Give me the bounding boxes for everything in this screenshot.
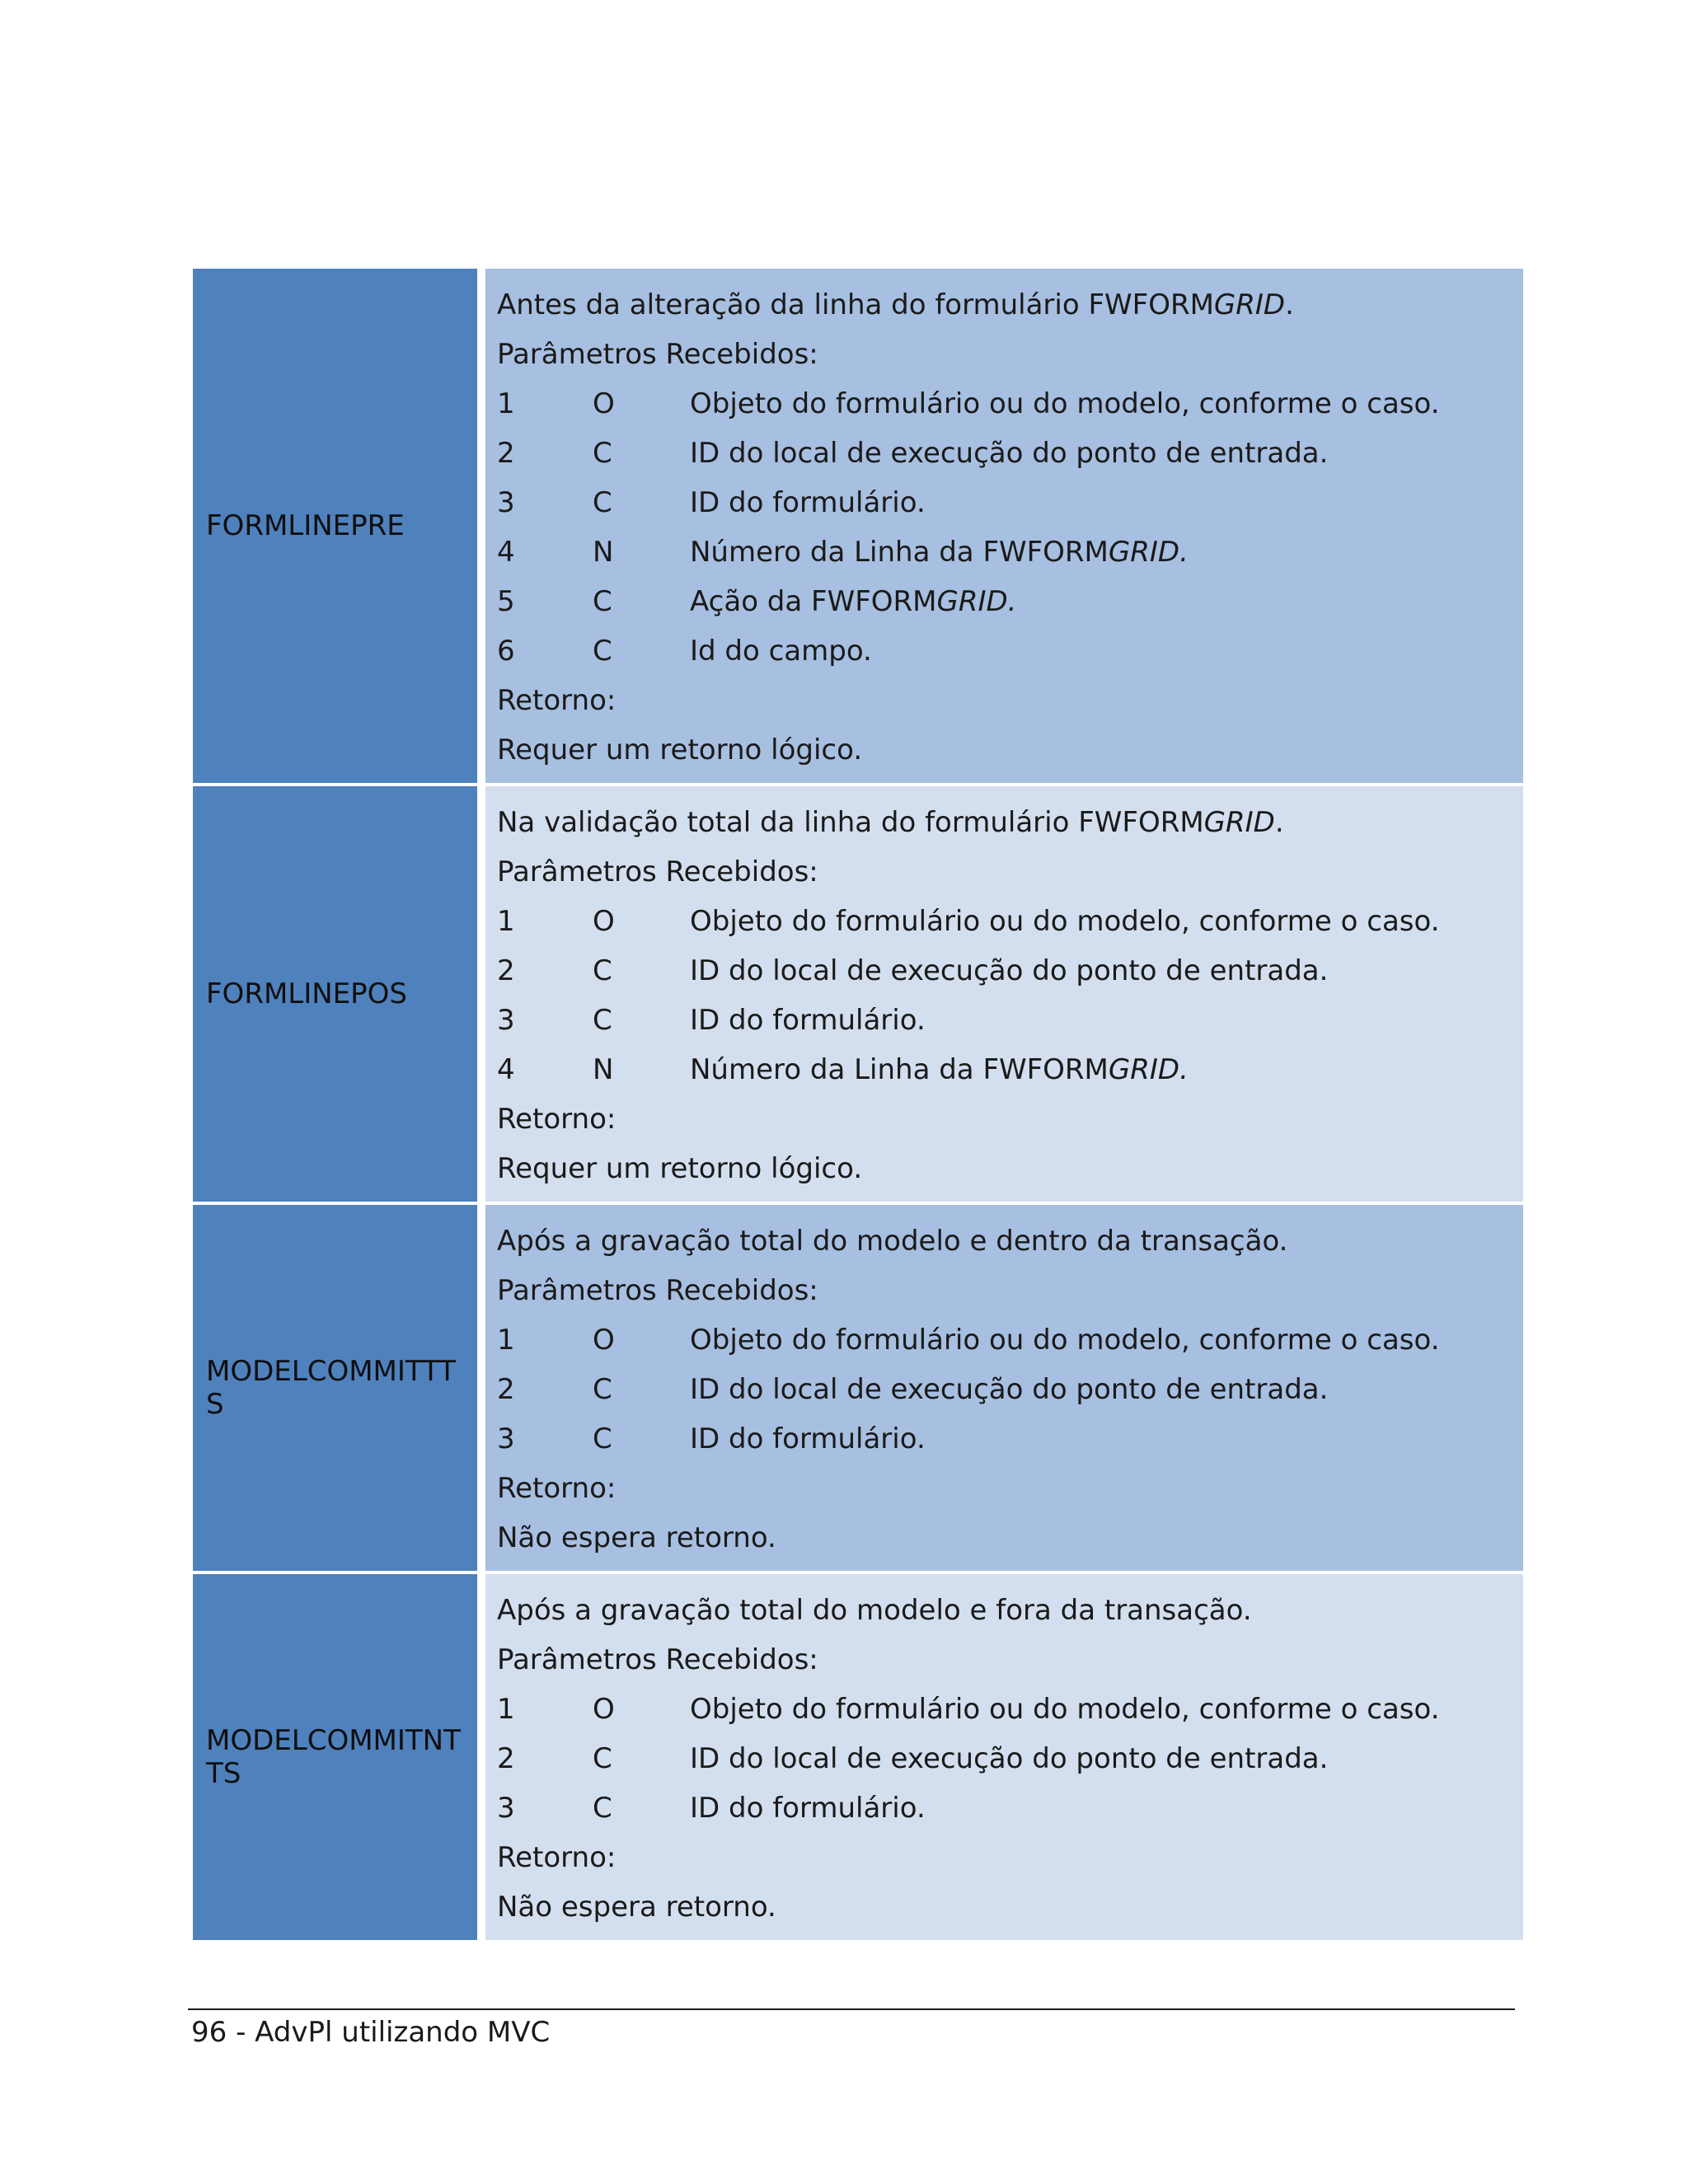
param-row xyxy=(497,379,1512,429)
intro-segment: Após a gravação total do modelo e fora da transação. xyxy=(497,1594,1252,1627)
param-type: O xyxy=(593,1693,615,1726)
intro-segment: . xyxy=(1274,806,1284,839)
param-description-text: Objeto do formulário ou do modelo, conforme o caso. xyxy=(690,1693,1440,1726)
param-type: C xyxy=(593,1422,612,1455)
param-description xyxy=(690,1734,1512,1783)
param-row xyxy=(497,996,1512,1045)
param-description xyxy=(690,946,1512,996)
entry-point-name: FORMLINEPRE xyxy=(193,269,477,783)
entry-point-table xyxy=(193,269,1523,1940)
param-row xyxy=(497,1414,1512,1464)
param-description-text: Objeto do formulário ou do modelo, conforme o caso. xyxy=(690,1324,1440,1357)
description-intro xyxy=(497,798,1512,847)
param-row xyxy=(497,946,1512,996)
param-description xyxy=(690,429,1512,478)
param-description xyxy=(690,478,1512,527)
entry-point-description xyxy=(485,1574,1523,1940)
description-intro xyxy=(497,1216,1512,1266)
param-description-text: Ação da FWFORM xyxy=(690,585,937,618)
param-description xyxy=(690,1315,1512,1365)
return-label: Retorno: xyxy=(497,1103,617,1136)
param-number: 4 xyxy=(497,536,515,569)
description-intro xyxy=(497,1586,1512,1635)
return-text: Não espera retorno. xyxy=(497,1521,776,1554)
param-row xyxy=(497,429,1512,478)
params-label: Parâmetros Recebidos: xyxy=(497,1274,818,1307)
param-description-text: ID do local de execução do ponto de entrada. xyxy=(690,1373,1329,1406)
param-number: 2 xyxy=(497,954,515,987)
table-row xyxy=(193,786,1523,1202)
param-row xyxy=(497,527,1512,577)
param-description-text: ID do local de execução do ponto de entrada. xyxy=(690,1742,1329,1775)
param-type: C xyxy=(593,1373,612,1406)
param-number: 2 xyxy=(497,1742,515,1775)
param-type: O xyxy=(593,905,615,938)
entry-point-name: MODELCOMMITNT TS xyxy=(193,1574,477,1940)
param-row xyxy=(497,1685,1512,1734)
param-description-text: ID do formulário. xyxy=(690,486,926,519)
param-row xyxy=(497,1315,1512,1365)
param-number: 1 xyxy=(497,1324,515,1357)
param-description xyxy=(690,379,1512,429)
entry-point-description xyxy=(485,269,1523,783)
param-description xyxy=(690,626,1512,676)
param-type: N xyxy=(593,1053,614,1086)
param-number: 5 xyxy=(497,585,515,618)
return-text: Requer um retorno lógico. xyxy=(497,733,863,766)
param-row xyxy=(497,478,1512,527)
param-row xyxy=(497,577,1512,626)
param-row xyxy=(497,1783,1512,1833)
table-row xyxy=(193,1205,1523,1571)
params-label: Parâmetros Recebidos: xyxy=(497,1643,818,1676)
param-description xyxy=(690,996,1512,1045)
param-type: C xyxy=(593,1792,612,1825)
param-description xyxy=(690,1045,1512,1094)
param-description xyxy=(690,897,1512,946)
intro-segment: . xyxy=(1285,288,1294,321)
params-label: Parâmetros Recebidos: xyxy=(497,855,818,888)
param-type: O xyxy=(593,387,615,420)
param-description-italic: GRID. xyxy=(1108,1053,1189,1086)
intro-segment: Antes da alteração da linha do formulário FWFORM xyxy=(497,288,1214,321)
entry-point-description xyxy=(485,1205,1523,1571)
param-description xyxy=(690,1414,1512,1464)
param-type: C xyxy=(593,585,612,618)
param-number: 2 xyxy=(497,437,515,470)
param-row xyxy=(497,897,1512,946)
param-description-text: Número da Linha da FWFORM xyxy=(690,536,1109,569)
params-label: Parâmetros Recebidos: xyxy=(497,338,818,371)
footer-divider xyxy=(188,2008,1515,2010)
param-type: C xyxy=(593,1004,612,1037)
return-label: Retorno: xyxy=(497,684,617,717)
param-type: C xyxy=(593,1742,612,1775)
entry-point-name: MODELCOMMITTT S xyxy=(193,1205,477,1571)
param-number: 1 xyxy=(497,387,515,420)
intro-segment: GRID xyxy=(1203,806,1275,839)
param-description-text: Objeto do formulário ou do modelo, conforme o caso. xyxy=(690,905,1440,938)
param-type: C xyxy=(593,437,612,470)
param-number: 2 xyxy=(497,1373,515,1406)
param-row xyxy=(497,626,1512,676)
table-row xyxy=(193,1574,1523,1940)
param-number: 6 xyxy=(497,635,515,668)
param-number: 3 xyxy=(497,1004,515,1037)
param-description-text: Id do campo. xyxy=(690,635,872,668)
intro-segment: Na validação total da linha do formulário FWFORM xyxy=(497,806,1204,839)
param-description-text: ID do local de execução do ponto de entrada. xyxy=(690,954,1329,987)
param-description xyxy=(690,1685,1512,1734)
param-description-italic: GRID. xyxy=(936,585,1017,618)
param-description-text: ID do formulário. xyxy=(690,1422,926,1455)
return-label: Retorno: xyxy=(497,1472,617,1505)
param-number: 3 xyxy=(497,1792,515,1825)
param-number: 3 xyxy=(497,1422,515,1455)
description-intro xyxy=(497,280,1512,330)
param-description-text: Objeto do formulário ou do modelo, conforme o caso. xyxy=(690,387,1440,420)
param-type: N xyxy=(593,536,614,569)
return-label: Retorno: xyxy=(497,1841,617,1874)
param-number: 4 xyxy=(497,1053,515,1086)
param-row xyxy=(497,1365,1512,1414)
param-type: C xyxy=(593,954,612,987)
intro-segment: Após a gravação total do modelo e dentro da transação. xyxy=(497,1225,1288,1258)
param-description-text: ID do formulário. xyxy=(690,1004,926,1037)
param-row xyxy=(497,1045,1512,1094)
table-row xyxy=(193,269,1523,783)
param-type: O xyxy=(593,1324,615,1357)
param-type: C xyxy=(593,486,612,519)
param-description-text: Número da Linha da FWFORM xyxy=(690,1053,1109,1086)
return-text: Requer um retorno lógico. xyxy=(497,1152,863,1185)
param-number: 1 xyxy=(497,1693,515,1726)
intro-segment: GRID xyxy=(1213,288,1286,321)
param-description-text: ID do local de execução do ponto de entrada. xyxy=(690,437,1329,470)
param-number: 1 xyxy=(497,905,515,938)
param-description-italic: GRID. xyxy=(1108,536,1189,569)
param-description xyxy=(690,527,1512,577)
param-type: C xyxy=(593,635,612,668)
param-description xyxy=(690,577,1512,626)
entry-point-name: FORMLINEPOS xyxy=(193,786,477,1202)
entry-point-description xyxy=(485,786,1523,1202)
param-description-text: ID do formulário. xyxy=(690,1792,926,1825)
page-footer: 96 - AdvPl utilizando MVC xyxy=(191,2016,551,2049)
return-text: Não espera retorno. xyxy=(497,1891,776,1924)
param-description xyxy=(690,1365,1512,1414)
param-number: 3 xyxy=(497,486,515,519)
param-row xyxy=(497,1734,1512,1783)
param-description xyxy=(690,1783,1512,1833)
